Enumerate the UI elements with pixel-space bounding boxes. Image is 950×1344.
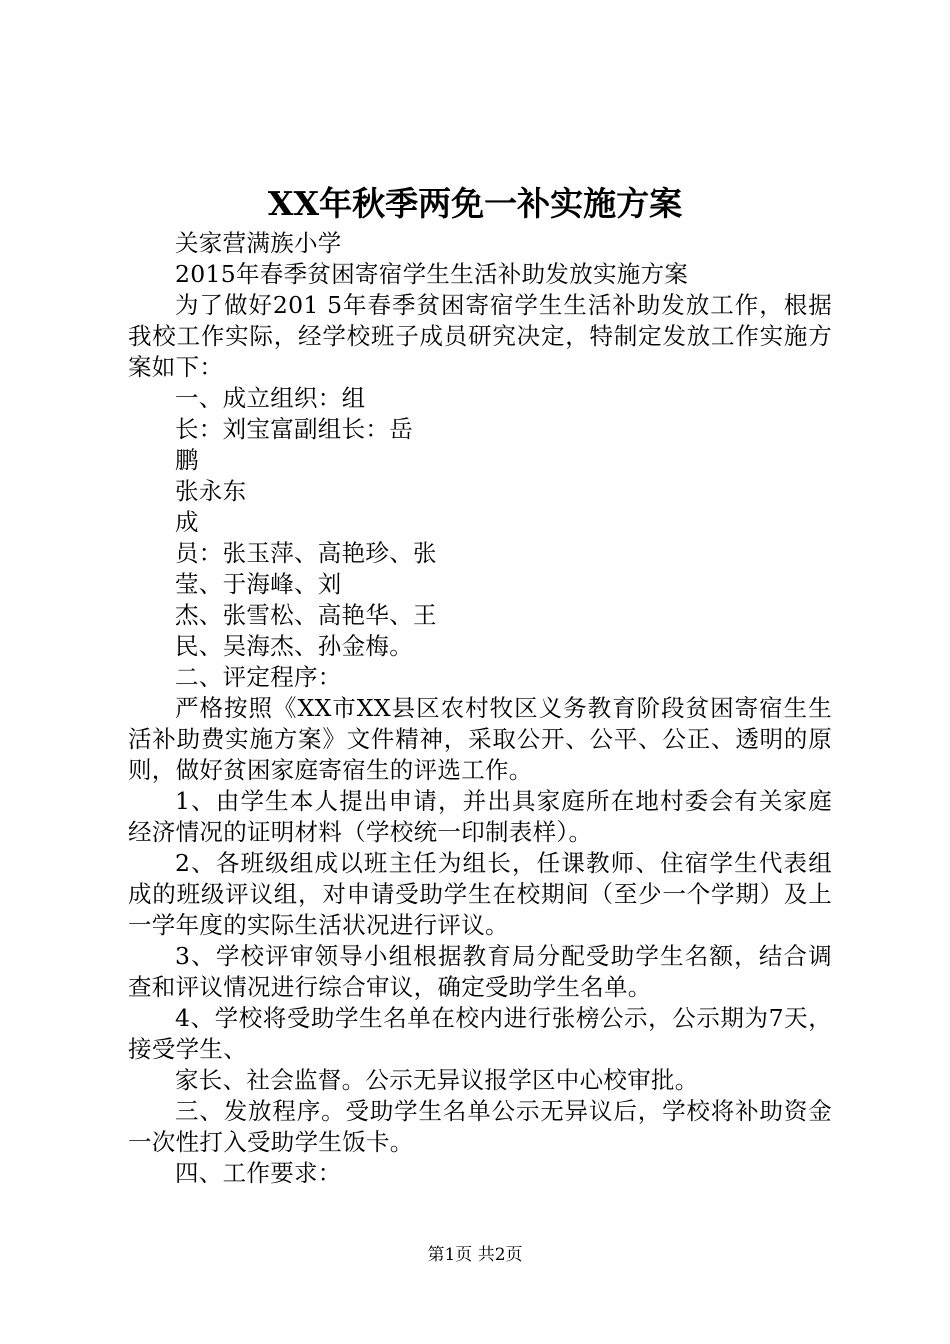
page-footer: 第1页 共2页 (427, 1245, 523, 1265)
body-paragraph: 家长、社会监督。公示无异议报学区中心校审批。 (175, 1066, 699, 1094)
organization-line: 莹、于海峰、刘 (175, 570, 342, 598)
body-paragraph: 1、由学生本人提出申请，并出具家庭所在地村委会有关家庭经济情况的证明材料（学校统一印制表样）。 (128, 787, 832, 846)
organization-line: 鹏 (175, 446, 199, 474)
body-paragraph: 严格按照《XX市XX县区农村牧区义务教育阶段贫困寄宿生生活补助费实施方案》文件精神，采取公开、公平、公正、透明的原则，做好贫困家庭寄宿生的评选工作。 (128, 694, 832, 784)
body-paragraph: 4、学校将受助学生名单在校内进行张榜公示，公示期为7天，接受学生、 (128, 1004, 832, 1063)
section-heading-organization: 一、成立组织：组 (175, 384, 366, 412)
section-heading-evaluation: 二、评定程序： (175, 663, 342, 691)
organization-line: 长：刘宝富副组长：岳 (175, 415, 413, 443)
organization-line: 员：张玉萍、高艳珍、张 (175, 539, 437, 567)
organization-line: 杰、张雪松、高艳华、王 (175, 601, 437, 629)
section-heading-distribution: 三、发放程序。受助学生名单公示无异议后，学校将补助资金一次性打入受助学生饭卡。 (128, 1097, 832, 1156)
plan-subtitle: 2015年春季贫困寄宿学生生活补助发放实施方案 (175, 260, 689, 288)
document-body (128, 228, 832, 1189)
section-heading-requirements: 四、工作要求： (175, 1159, 342, 1187)
school-name: 关家营满族小学 (175, 229, 342, 257)
organization-line: 成 (175, 508, 199, 536)
intro-paragraph: 为了做好201 5年春季贫困寄宿学生生活补助发放工作，根据我校工作实际，经学校班子成员研究决定，特制定发放工作实施方案如下： (128, 291, 832, 381)
body-paragraph: 3、学校评审领导小组根据教育局分配受助学生名额，结合调查和评议情况进行综合审议，确定受助学生名单。 (128, 942, 832, 1001)
document-title: XX年秋季两免一补实施方案 (267, 184, 683, 223)
organization-line: 张永东 (175, 477, 247, 505)
organization-line: 民、吴海杰、孙金梅。 (175, 632, 413, 660)
body-paragraph: 2、各班级组成以班主任为组长，任课教师、住宿学生代表组成的班级评议组，对申请受助学生在校期间（至少一个学期）及上一学年度的实际生活状况进行评议。 (128, 849, 832, 939)
